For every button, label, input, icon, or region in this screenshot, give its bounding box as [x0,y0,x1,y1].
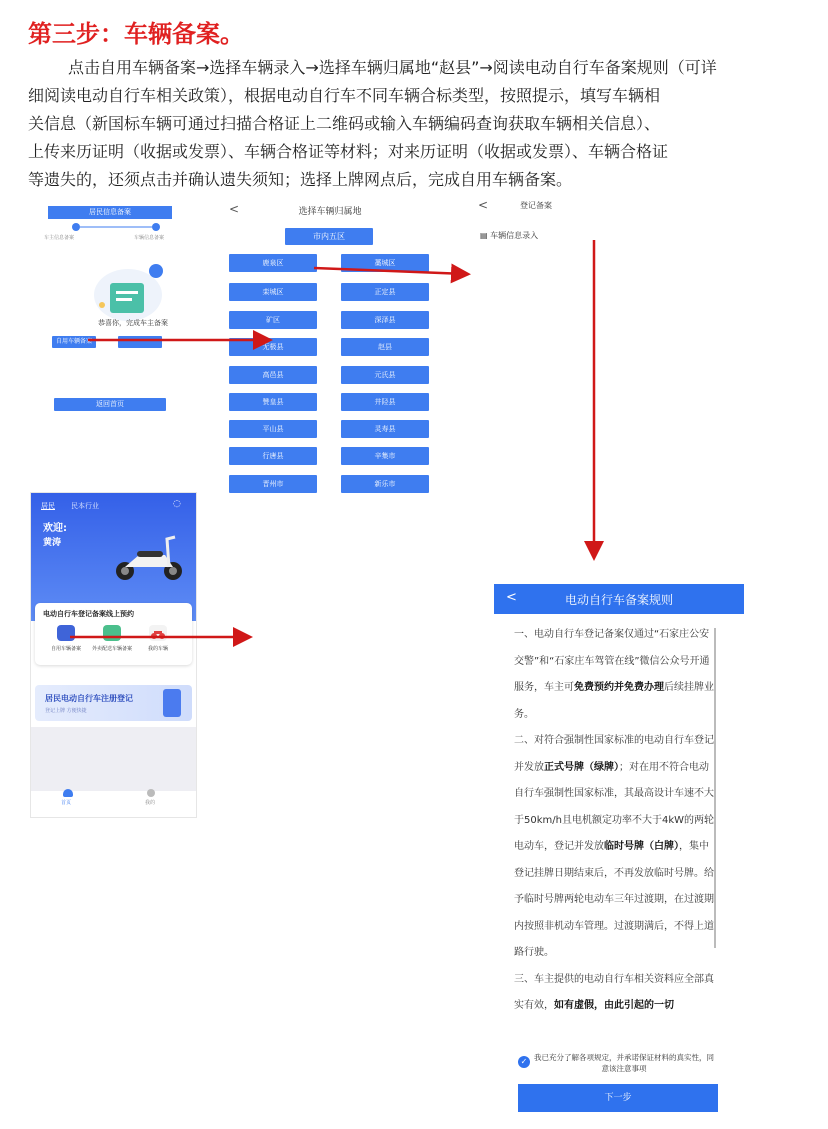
region-option[interactable]: 平山县 [229,420,317,438]
screen3-title: 登记备案 [520,201,552,210]
region-option[interactable]: 灵寿县 [341,420,429,438]
step-label: 车主信息备案 [44,235,75,241]
region-option[interactable]: 藁城区 [341,254,429,272]
region-option[interactable]: 栾城区 [229,283,317,301]
region-option[interactable]: 无极县 [229,338,317,356]
region-option[interactable]: 行唐县 [229,447,317,465]
welcome-text: 欢迎: [43,523,67,534]
region-option[interactable]: 矿区 [229,311,317,329]
instruction-line: 上传来历证明（收据或发票）、车辆合格证等材料；对来历证明（收据或发票）、车辆合格证 [28,142,669,161]
promo-title: 居民电动自行车注册登记 [45,694,133,703]
region-option[interactable]: 高邑县 [229,366,317,384]
agree-checkbox[interactable]: ✓ [518,1056,530,1068]
agree-text[interactable]: 我已充分了解各项规定，并承诺保证材料的真实性，同意该注意事项 [534,1053,714,1073]
region-option[interactable]: 元氏县 [341,366,429,384]
tab-resident[interactable]: 居民 [41,502,55,510]
region-option[interactable]: 新乐市 [341,475,429,493]
region-option[interactable]: 晋州市 [229,475,317,493]
promo-subtitle: 登记上牌 方便快捷 [45,708,87,714]
nav-home[interactable]: 首页 [61,800,72,806]
region-option[interactable]: 正定县 [341,283,429,301]
region-option[interactable]: 井陉县 [341,393,429,411]
tab-industry[interactable]: 民本行业 [71,502,99,510]
back-icon[interactable]: < [229,202,240,216]
self-vehicle-register-button[interactable]: 自用车辆备案 [52,336,96,348]
region-option-zhaoxian[interactable]: 赵县 [341,338,429,356]
screen1-header: 居民信息备案 [48,206,172,219]
region-option[interactable]: 辛集市 [341,447,429,465]
step-label: 车辆信息备案 [134,235,165,241]
service-label[interactable]: 外卖配送车辆备案 [92,646,133,652]
service-label[interactable]: 自用车辆备案 [50,646,81,652]
rule-paragraph: 三、车主提供的电动自行车相关资料应全部真实有效，如有虚假，由此引起的一切 [514,973,714,1011]
instruction-line: 关信息（新国标车辆可通过扫描合格证上二维码或输入车辆编码查询获取车辆相关信息）、 [28,114,661,133]
user-name: 黄涛 [43,538,62,548]
service-card-title: 电动自行车登记备案线上预约 [43,610,134,618]
instruction-line: 等遗失的，还须点击并确认遗失须知；选择上牌网点后，完成自用车辆备案。 [28,170,573,189]
nav-mine[interactable]: 我的 [145,800,156,806]
back-icon[interactable]: < [478,198,489,212]
success-caption: 恭喜你，完成车主备案 [98,319,168,327]
rule-paragraph: 一、电动自行车登记备案仅通过“石家庄公安交警”和“石家庄车驾管在线”微信公众号开通服务，车主可免费预约并免费办理后续挂牌业务。 [514,629,714,720]
flow-arrow-icon [314,268,466,274]
instruction-line: 点击自用车辆备案→选择车辆录入→选择车辆归属地“赵县”→阅读电动自行车备案规则（可详 [68,58,717,77]
region-option[interactable]: 鹿泉区 [229,254,317,272]
document-icon: ▤ [480,231,491,240]
rules-title: 电动自行车备案规则 [564,593,673,607]
back-icon[interactable]: < [506,590,517,605]
region-option[interactable]: 深泽县 [341,311,429,329]
vehicle-info-entry-label: 车辆信息录入 [490,231,539,240]
next-step-button[interactable]: 下一步 [518,1084,718,1112]
page-title: 第三步：车辆备案。 [28,20,244,48]
instruction-line: 细阅读电动自行车相关政策），根据电动自行车不同车辆合标类型，按照提示，填写车辆相 [28,86,661,105]
rule-paragraph: 二、对符合强制性国家标准的电动自行车登记并发放正式号牌（绿牌）；对在用不符合电动自行车强制性国家标准，其最高设计车速不大于50km/h且电机额定功率不大于4kW的两轮电动车，登记并发放临时号牌（白牌），集中登记挂牌日期结束后，不再发放临时号牌。给予临时号牌两轮电动车三年过渡期，在过渡期内按照非机动车管理。过渡期满后，不得上道路行驶。 [514,735,715,958]
region-option-city[interactable]: 市内五区 [285,228,373,245]
message-icon[interactable]: ◌ [173,499,181,509]
service-label[interactable]: 我的车辆 [147,646,168,652]
screen2-title: 选择车辆归属地 [298,207,362,217]
return-home-button[interactable]: 返回首页 [54,398,166,411]
region-option[interactable]: 赞皇县 [229,393,317,411]
